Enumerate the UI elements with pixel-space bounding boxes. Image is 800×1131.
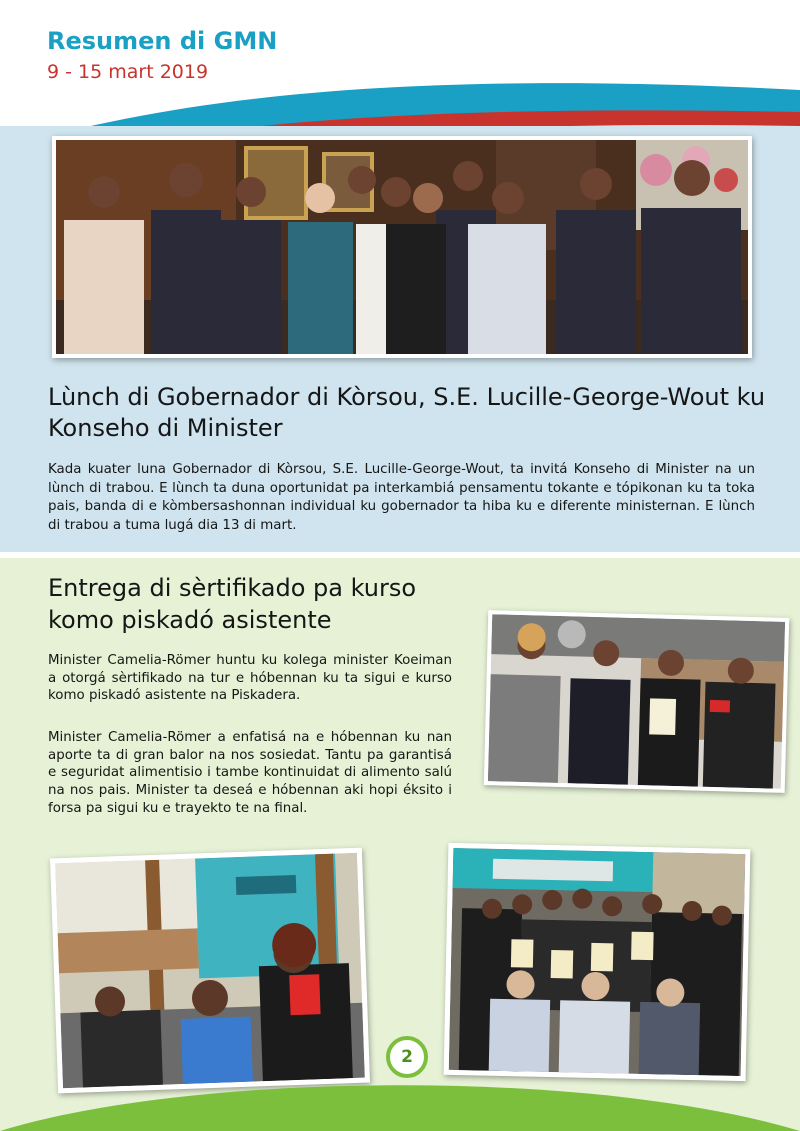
fishing-certificates-paragraph-2: Minister Camelia-Römer a enfatisá na e hóbennan ku nan aporte ta di gran balor na nos sosiedat. Tantu pa garantisá e seguridat alimentisio i tambe kontinuidat di alimento salú na nos pais. Minister ta deseá e hóbennan aki hopi éksito i forsa pa sigui ku e trayekto te na final. (48, 730, 452, 816)
page-number: 2 (386, 1036, 428, 1078)
newsletter-title: Resumen di GMN (47, 27, 278, 55)
fishing-certificates-paragraph-1: Minister Camelia-Römer huntu ku kolega minister Koeiman a otorgá sèrtifikado na tur e hóbennan ku ta sigui e kurso komo piskadó asistente na Piskadera. (48, 653, 452, 704)
governor-lunch-body: Kada kuater luna Gobernador di Kòrsou, S.E. Lucille-George-Wout, ta invitá Konseho di Minister na un lùnch di trabou. E lùnch ta duna oportunidat pa interkambiá pensamentu tokante e tópikonan ku ta toka pais, banda di e kòmbersashonnan individual ku gobernador ta hiba ku e diferente ministernan. E lùnch di trabou a tuma lugá dia 13 di mart. (48, 462, 755, 533)
governor-lunch-group-photo (52, 136, 752, 358)
newsletter-date: 9 - 15 mart 2019 (47, 61, 209, 83)
fishing-class-photo (50, 848, 370, 1094)
graduates-group-photo (444, 843, 751, 1081)
governor-lunch-heading: Lùnch di Gobernador di Kòrsou, S.E. Lucille-George-Wout ku Konseho di Minister (48, 383, 766, 442)
certificate-handover-photo (484, 610, 789, 793)
fishing-certificates-heading: Entrega di sèrtifikado pa kurso komo piskadó asistente (48, 574, 417, 634)
